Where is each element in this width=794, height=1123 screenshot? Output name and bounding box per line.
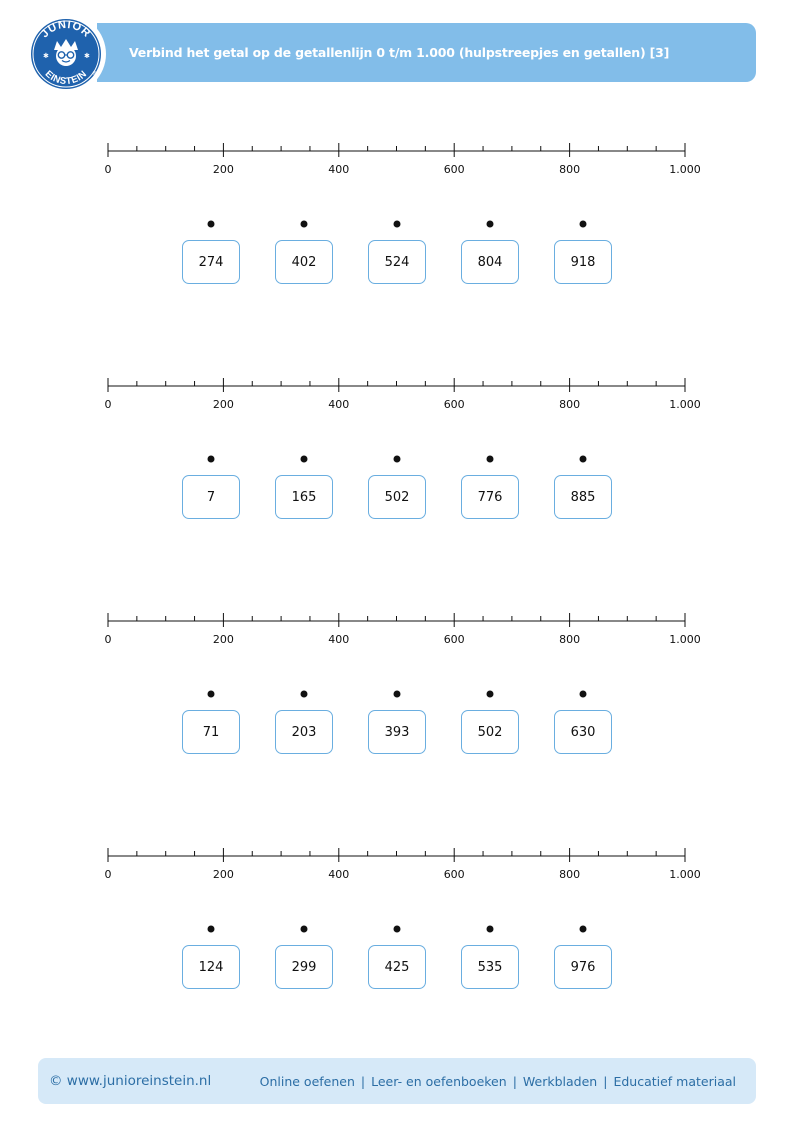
number-box[interactable]: 976	[554, 945, 612, 989]
page-title: Verbind het getal op de getallenlijn 0 t/m 1.000 (hulpstreepjes en getallen) [3]	[129, 45, 670, 60]
tick-label: 1.000	[669, 633, 701, 646]
svg-text:EINSTEIN: EINSTEIN	[42, 68, 90, 88]
svg-text:✱: ✱	[84, 52, 90, 60]
footer-separator: |	[512, 1074, 517, 1089]
number-line	[100, 140, 710, 180]
footer-separator: |	[360, 1074, 366, 1089]
connect-dot[interactable]	[580, 221, 587, 228]
tick-label: 400	[328, 868, 350, 881]
number-box[interactable]: 918	[554, 240, 612, 284]
connect-dot[interactable]	[487, 926, 494, 933]
connect-dot[interactable]	[208, 926, 215, 933]
number-line-axis	[100, 375, 710, 395]
number-box[interactable]: 274	[182, 240, 240, 284]
tick-label: 800	[559, 398, 581, 411]
number-box[interactable]: 7	[182, 475, 240, 519]
connect-dot[interactable]	[394, 456, 401, 463]
tick-label: 600	[443, 868, 465, 881]
connect-dot[interactable]	[301, 926, 308, 933]
number-box[interactable]: 630	[554, 710, 612, 754]
number-box[interactable]: 124	[182, 945, 240, 989]
number-box[interactable]: 804	[461, 240, 519, 284]
number-box[interactable]: 203	[275, 710, 333, 754]
connect-dot[interactable]	[487, 221, 494, 228]
footer-link-educatief[interactable]: Educatief materiaal	[613, 1074, 736, 1089]
tick-label: 600	[443, 163, 465, 176]
number-box[interactable]: 524	[368, 240, 426, 284]
tick-label: 600	[443, 398, 465, 411]
svg-text:JUNIOR: JUNIOR	[38, 18, 94, 41]
number-line-axis	[100, 845, 710, 865]
tick-label: 200	[212, 163, 234, 176]
tick-label: 200	[212, 633, 234, 646]
number-line-axis	[100, 140, 710, 160]
connect-dot[interactable]	[301, 456, 308, 463]
tick-label: 0	[104, 163, 112, 176]
connect-dot[interactable]	[487, 691, 494, 698]
footer-link-werkbladen[interactable]: Werkbladen	[522, 1074, 598, 1089]
tick-label: 0	[104, 398, 112, 411]
connect-dot[interactable]	[301, 691, 308, 698]
connect-dot[interactable]	[394, 221, 401, 228]
number-line-axis	[100, 610, 710, 630]
footer-link-boeken[interactable]: Leer- en oefenboeken	[371, 1074, 507, 1089]
tick-label: 400	[328, 398, 350, 411]
number-box[interactable]: 71	[182, 710, 240, 754]
number-box[interactable]: 393	[368, 710, 426, 754]
number-box[interactable]: 425	[368, 945, 426, 989]
footer-link-online-oefenen[interactable]: Online oefenen	[259, 1074, 355, 1089]
tick-label: 1.000	[669, 868, 701, 881]
number-box[interactable]: 165	[275, 475, 333, 519]
number-line	[100, 845, 710, 885]
number-box[interactable]: 885	[554, 475, 612, 519]
tick-label: 200	[212, 868, 234, 881]
connect-dot[interactable]	[394, 926, 401, 933]
connect-dot[interactable]	[580, 926, 587, 933]
tick-label: 0	[104, 633, 112, 646]
svg-text:✱: ✱	[43, 52, 49, 60]
number-line	[100, 610, 710, 650]
number-box[interactable]: 776	[461, 475, 519, 519]
number-box[interactable]: 299	[275, 945, 333, 989]
connect-dot[interactable]	[301, 221, 308, 228]
connect-dot[interactable]	[394, 691, 401, 698]
number-box[interactable]: 535	[461, 945, 519, 989]
tick-label: 200	[212, 398, 234, 411]
tick-label: 800	[559, 163, 581, 176]
footer-separator: |	[603, 1074, 608, 1089]
footer-links	[260, 1074, 736, 1089]
connect-dot[interactable]	[580, 456, 587, 463]
number-box[interactable]: 502	[461, 710, 519, 754]
number-box[interactable]: 402	[275, 240, 333, 284]
number-box[interactable]: 502	[368, 475, 426, 519]
footer-site-link[interactable]: © www.junioreinstein.nl	[49, 1073, 212, 1089]
tick-label: 0	[104, 868, 112, 881]
number-line	[100, 375, 710, 415]
svg-text:®: ®	[92, 71, 97, 77]
tick-label: 1.000	[669, 398, 701, 411]
tick-label: 800	[559, 868, 581, 881]
connect-dot[interactable]	[208, 691, 215, 698]
connect-dot[interactable]	[208, 456, 215, 463]
tick-label: 400	[328, 633, 350, 646]
junior-einstein-logo[interactable]	[26, 14, 106, 94]
connect-dot[interactable]	[487, 456, 494, 463]
tick-label: 400	[328, 163, 350, 176]
tick-label: 800	[559, 633, 581, 646]
tick-label: 1.000	[669, 163, 701, 176]
tick-label: 600	[443, 633, 465, 646]
connect-dot[interactable]	[208, 221, 215, 228]
connect-dot[interactable]	[580, 691, 587, 698]
